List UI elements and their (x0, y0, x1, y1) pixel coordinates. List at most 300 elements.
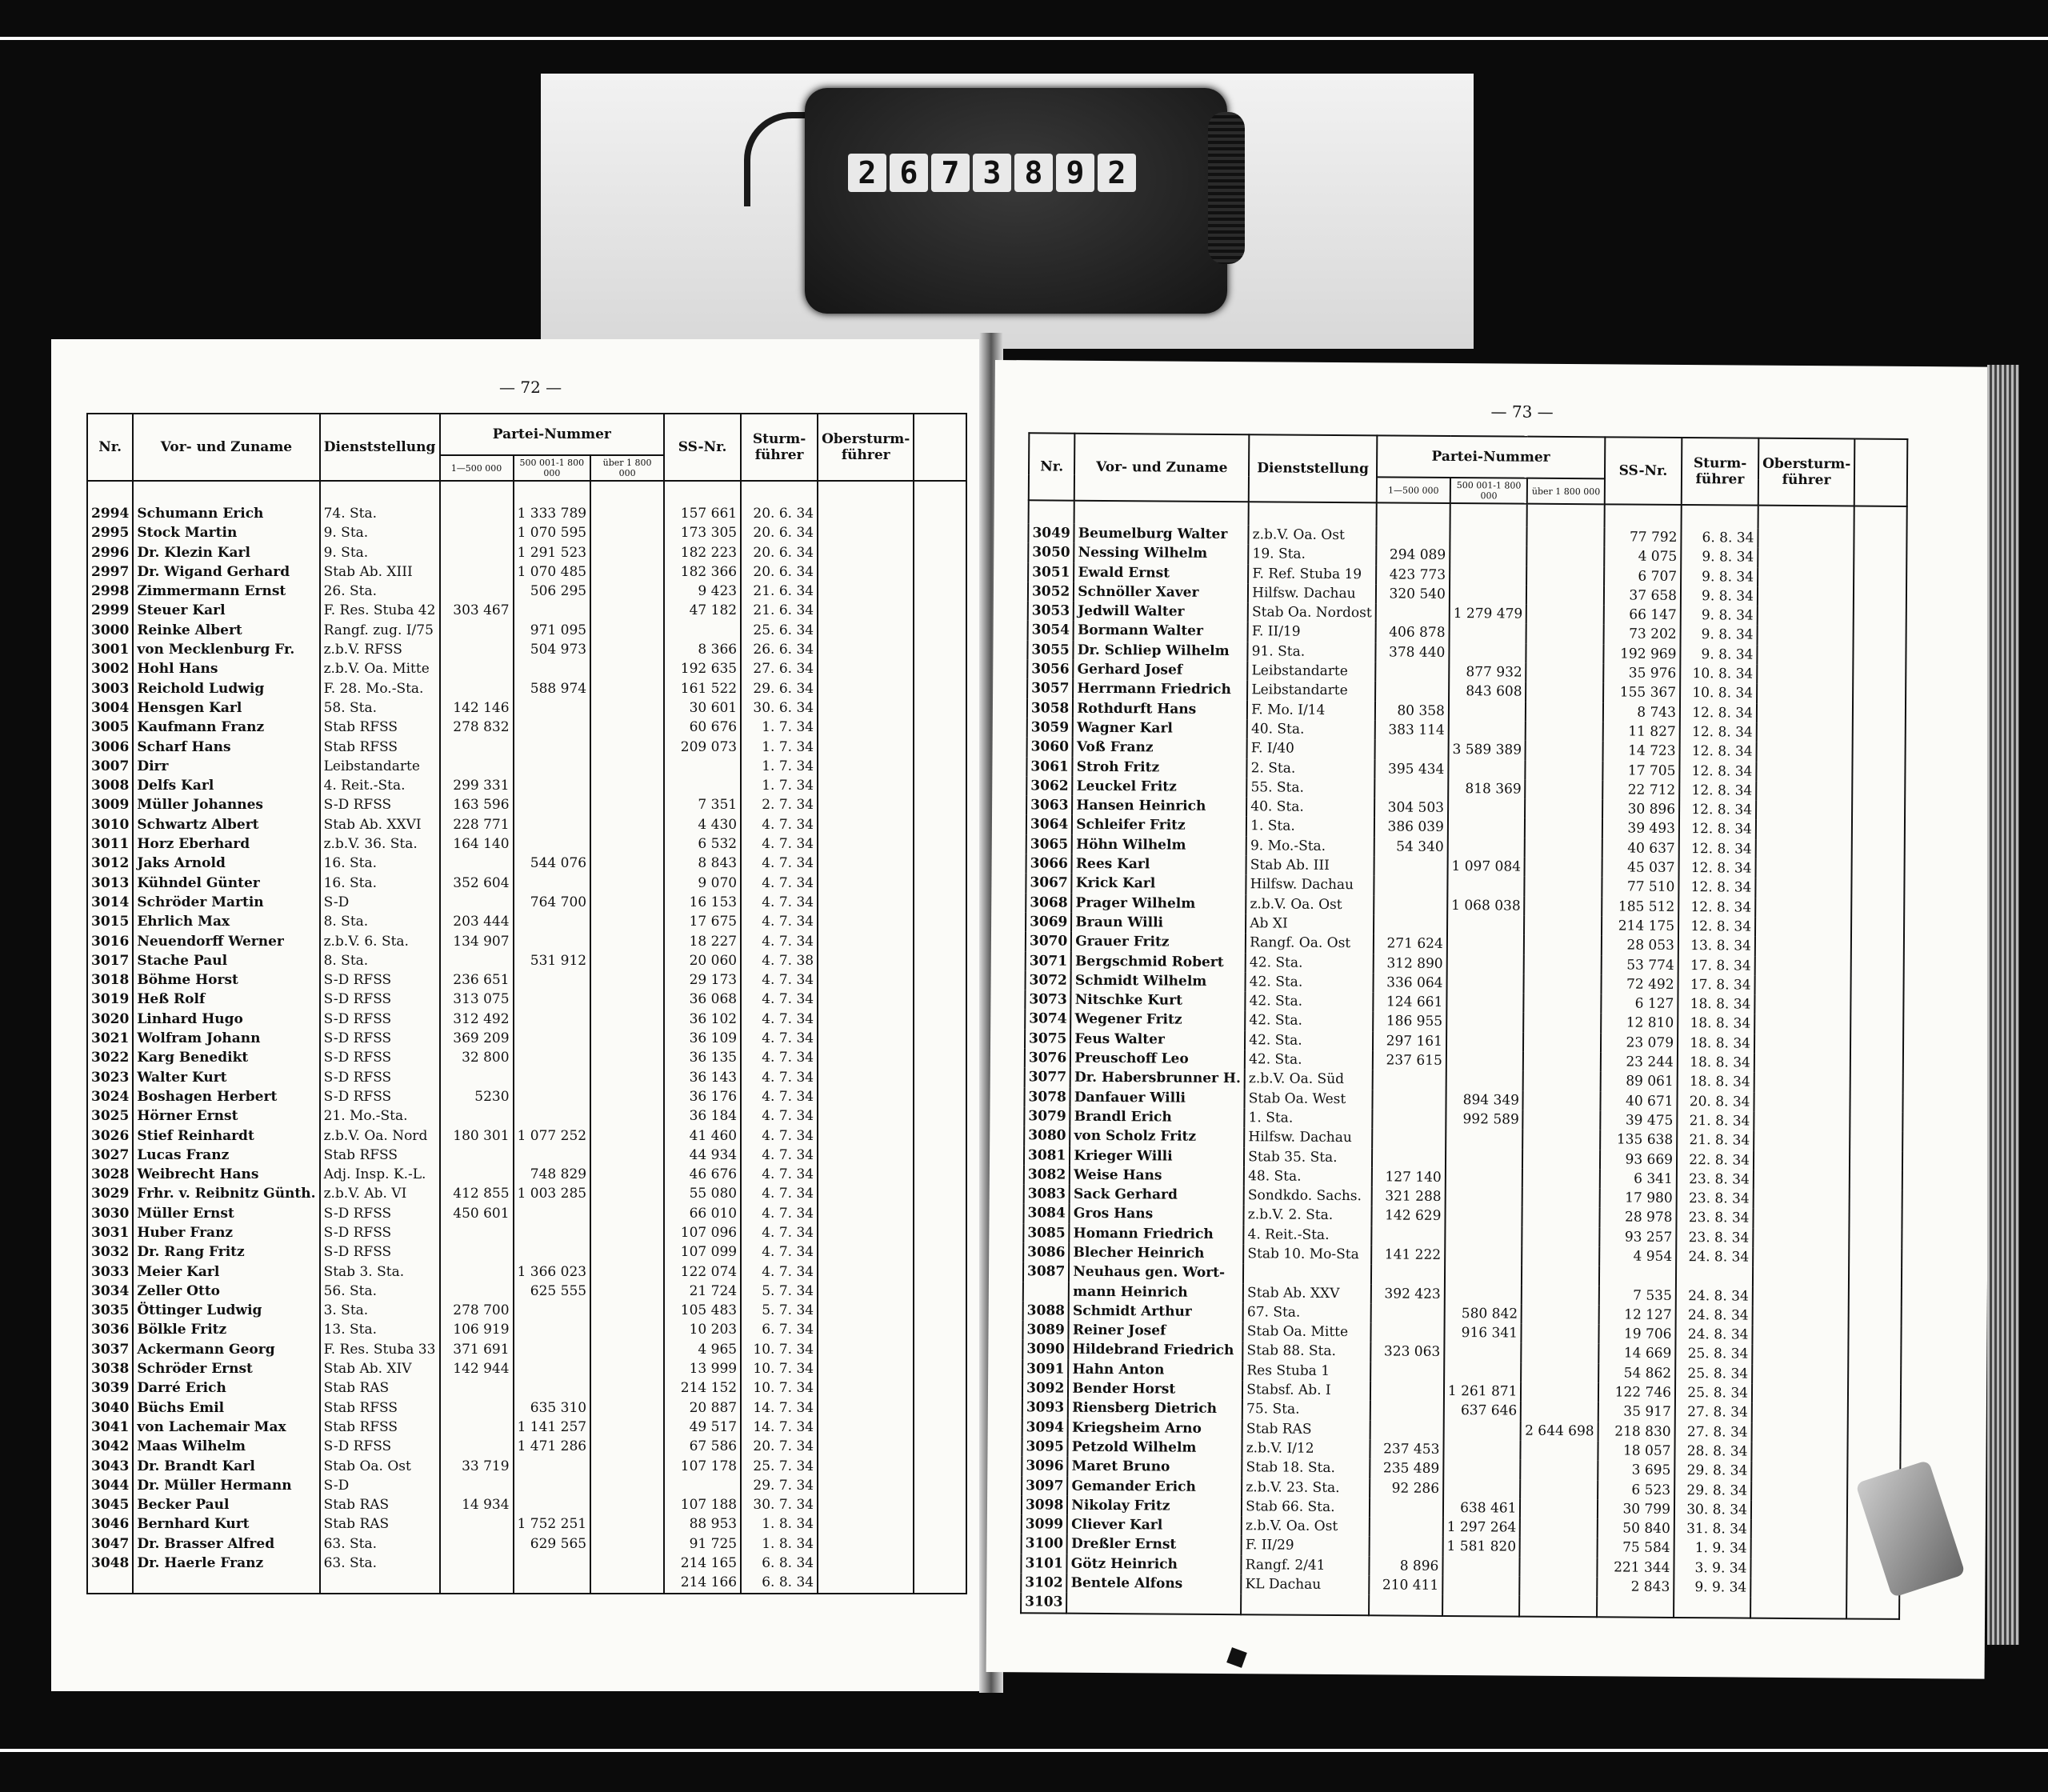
sturmfuehrer-date: 30. 6. 34 (741, 698, 818, 718)
partei-nr-2: 818 369 (1448, 779, 1526, 799)
empty-cell (818, 757, 914, 776)
entry-nr: 3062 (1026, 776, 1072, 796)
entry-dienststellung: Stabsf. Ab. I (1242, 1380, 1370, 1400)
empty-cell (818, 640, 914, 659)
empty-cell (1753, 1286, 1849, 1306)
partei-nr-2: 1 261 871 (1444, 1382, 1522, 1402)
entry-nr: 3043 (87, 1457, 133, 1476)
partei-nr-1: 312 890 (1374, 954, 1447, 974)
empty-cell (914, 1223, 966, 1242)
table-row (87, 1029, 966, 1048)
sturmfuehrer-date: 4. 7. 34 (741, 1184, 818, 1203)
partei-nr-3 (1525, 818, 1602, 838)
entry-name: Becker Paul (133, 1495, 319, 1514)
table-row (87, 874, 966, 893)
ss-nr: 20 060 (664, 951, 741, 970)
sturmfuehrer-date: 24. 8. 34 (1676, 1306, 1753, 1326)
partei-nr-2: 625 555 (514, 1282, 591, 1301)
partei-nr-2 (514, 1204, 591, 1223)
entry-nr: 3011 (87, 834, 133, 854)
sturmfuehrer-date: 12. 8. 34 (1678, 878, 1755, 898)
ss-nr: 28 978 (1599, 1208, 1676, 1228)
entry-nr: 3026 (87, 1126, 133, 1146)
ss-nr: 10 203 (664, 1320, 741, 1339)
entry-dienststellung: S-D RFSS (320, 1437, 440, 1456)
empty-cell (1756, 839, 1852, 859)
ss-nr: 218 830 (1598, 1422, 1675, 1442)
sturmfuehrer-date: 4. 7. 38 (741, 951, 818, 970)
empty-cell (818, 523, 914, 542)
right-page (986, 360, 1994, 1679)
table-row (87, 990, 966, 1009)
entry-dienststellung: 40. Sta. (1247, 719, 1375, 739)
empty-cell (1852, 802, 1905, 822)
entry-nr: 3009 (87, 795, 133, 814)
ledger-book (51, 333, 2003, 1693)
partei-nr-2 (1446, 1032, 1524, 1052)
entry-nr: 3044 (87, 1476, 133, 1495)
partei-nr-3 (1522, 1362, 1599, 1382)
entry-nr: 3066 (1026, 854, 1072, 874)
entry-name: Dr. Habersbrunner H. (1070, 1068, 1245, 1089)
empty-cell (818, 1010, 914, 1029)
partei-nr-1 (1372, 1148, 1446, 1168)
partei-nr-3 (1523, 1090, 1601, 1110)
partei-nr-1: 320 540 (1376, 584, 1450, 604)
ss-nr: 36 184 (664, 1106, 741, 1126)
ss-nr: 88 953 (664, 1514, 741, 1534)
empty-cell (818, 1398, 914, 1418)
sturmfuehrer-date: 5. 7. 34 (741, 1282, 818, 1301)
partei-nr-3 (1524, 935, 1602, 955)
empty-cell (914, 1534, 966, 1554)
partei-nr-2 (1446, 1070, 1524, 1090)
entry-dienststellung: Stab Ab. XXVI (320, 815, 440, 834)
entry-nr: 3074 (1025, 1010, 1070, 1030)
ss-nr: 7 351 (664, 795, 741, 814)
partei-nr-1 (440, 659, 514, 678)
entry-name: Hensgen Karl (133, 698, 319, 718)
partei-nr-3 (590, 1242, 664, 1262)
partei-nr-2: 1 366 023 (514, 1262, 591, 1282)
partei-nr-1 (440, 1106, 514, 1126)
entry-nr: 2994 (87, 504, 133, 523)
partei-nr-1 (1376, 526, 1450, 546)
empty-cell (818, 970, 914, 990)
partei-nr-2 (1444, 1421, 1522, 1441)
partei-nr-2: 894 349 (1446, 1090, 1523, 1110)
partei-nr-3 (1526, 605, 1604, 625)
entry-nr: 3031 (87, 1223, 133, 1242)
empty-cell (1852, 860, 1905, 880)
entry-name: Nessing Wilhelm (1074, 543, 1249, 564)
sturmfuehrer-date: 10. 8. 34 (1680, 683, 1757, 703)
empty-cell (818, 1146, 914, 1165)
partei-nr-2 (514, 1378, 591, 1398)
partei-nr-1: 392 423 (1371, 1284, 1445, 1304)
partei-nr-1 (1374, 914, 1447, 934)
entry-nr: 3052 (1028, 582, 1074, 602)
ss-nr: 6 341 (1600, 1169, 1677, 1189)
entry-nr: 2997 (87, 562, 133, 582)
entry-name: Scharf Hans (133, 738, 319, 757)
table-row (87, 1554, 966, 1573)
table-row (87, 757, 966, 776)
empty-cell (1756, 801, 1852, 821)
partei-nr-2: 992 589 (1446, 1110, 1523, 1130)
sturmfuehrer-date: 12. 8. 34 (1679, 839, 1756, 859)
table-row (87, 659, 966, 678)
partei-nr-1 (440, 1514, 514, 1534)
entry-name: Bernhard Kurt (133, 1514, 319, 1534)
empty-cell (818, 738, 914, 757)
ss-nr: 17 675 (664, 912, 741, 931)
entry-dienststellung: 4. Reit.-Sta. (1244, 1225, 1372, 1245)
entry-dienststellung: Rangf. 2/41 (1242, 1555, 1370, 1575)
partei-nr-1: 321 288 (1372, 1186, 1446, 1206)
partei-nr-2 (1449, 623, 1526, 643)
entry-nr: 3091 (1022, 1359, 1068, 1379)
partei-nr-3 (1520, 1518, 1598, 1538)
empty-cell (818, 854, 914, 873)
partei-nr-2 (1447, 954, 1525, 974)
sturmfuehrer-date: 10. 8. 34 (1680, 664, 1757, 684)
ss-nr: 185 512 (1602, 897, 1678, 917)
entry-dienststellung: S-D RFSS (320, 1204, 440, 1223)
partei-nr-3 (590, 543, 664, 562)
empty-cell (914, 1204, 966, 1223)
empty-cell (914, 738, 966, 757)
partei-nr-2 (514, 1340, 591, 1359)
empty-cell (1852, 840, 1905, 860)
partei-nr-2 (514, 718, 591, 737)
entry-nr: 3072 (1026, 970, 1071, 990)
empty-cell (818, 951, 914, 970)
empty-cell (818, 1048, 914, 1067)
table-row (87, 1010, 966, 1029)
partei-nr-1: 303 467 (440, 601, 514, 620)
entry-dienststellung: S-D RFSS (320, 1242, 440, 1262)
entry-name: Huber Franz (133, 1223, 319, 1242)
empty-cell (914, 621, 966, 640)
partei-nr-2: 1 070 485 (514, 562, 591, 582)
sturmfuehrer-date: 6. 8. 34 (741, 1554, 818, 1573)
entry-nr: 3022 (87, 1048, 133, 1067)
counter-digit: 8 (1014, 154, 1053, 192)
empty-cell (1851, 938, 1904, 958)
entry-dienststellung: 42. Sta. (1246, 953, 1374, 973)
empty-cell (1853, 762, 1906, 782)
empty-cell (914, 504, 966, 523)
table-row (87, 640, 966, 659)
partei-nr-1 (440, 1262, 514, 1282)
partei-nr-1: 278 832 (440, 718, 514, 737)
partei-nr-1 (440, 543, 514, 562)
entry-dienststellung: 42. Sta. (1245, 1011, 1373, 1031)
empty-cell (1851, 898, 1904, 918)
partei-nr-2: 504 973 (514, 640, 591, 659)
entry-name: Öttinger Ludwig (133, 1301, 319, 1320)
entry-nr: 3069 (1026, 912, 1071, 932)
ss-nr: 6 532 (664, 834, 741, 854)
partei-nr-2 (514, 1359, 591, 1378)
partei-nr-2: 1 068 038 (1447, 896, 1525, 916)
entry-nr: 3050 (1028, 543, 1074, 563)
entry-dienststellung: S-D RFSS (320, 990, 440, 1009)
partei-nr-1 (440, 1476, 514, 1495)
partei-nr-1: 33 719 (440, 1457, 514, 1476)
entry-nr: 3095 (1022, 1437, 1067, 1457)
entry-dienststellung: Stab RFSS (320, 1398, 440, 1418)
entry-name: Preuschoff Leo (1070, 1049, 1245, 1070)
entry-name: Müller Ernst (133, 1204, 319, 1223)
empty-cell (818, 1029, 914, 1048)
partei-nr-1 (440, 1378, 514, 1398)
header-partei-range: 500 001-1 800 000 (1450, 478, 1528, 504)
empty-cell (1754, 1014, 1850, 1034)
sturmfuehrer-date (1674, 1597, 1750, 1618)
partei-nr-1 (1374, 895, 1447, 915)
entry-dienststellung: z.b.V. 6. Sta. (320, 932, 440, 951)
sturmfuehrer-date: 28. 8. 34 (1674, 1442, 1751, 1462)
entry-dienststellung: Rangf. Oa. Ost (1246, 933, 1374, 953)
partei-nr-2 (514, 1495, 591, 1514)
ss-nr: 40 671 (1600, 1091, 1677, 1111)
entry-name: Schmidt Arthur (1069, 1302, 1243, 1322)
partei-nr-3 (1520, 1538, 1598, 1558)
empty-cell (914, 1184, 966, 1203)
entry-nr: 3027 (87, 1146, 133, 1165)
empty-cell (914, 1106, 966, 1126)
empty-cell (1751, 1442, 1847, 1462)
header-dienststellung: Dienststellung (320, 414, 440, 481)
empty-cell (1854, 646, 1906, 666)
empty-cell (914, 1301, 966, 1320)
ss-nr (1599, 1266, 1676, 1286)
table-row (87, 1359, 966, 1378)
entry-dienststellung: z.b.V. Oa. Ost (1246, 894, 1374, 914)
empty-cell (914, 1495, 966, 1514)
entry-dienststellung: Rangf. zug. I/75 (320, 621, 440, 640)
entry-name: Hörner Ernst (133, 1106, 319, 1126)
entry-dienststellung: Stab Oa. West (1245, 1089, 1373, 1109)
header-sturmfuehrer: Sturm-führer (741, 414, 818, 481)
ss-nr: 192 969 (1603, 644, 1680, 664)
empty-cell (1849, 1326, 1902, 1346)
partei-nr-3 (1522, 1285, 1599, 1305)
entry-nr: 3017 (87, 951, 133, 970)
empty-cell (1853, 723, 1906, 743)
ss-nr: 122 746 (1598, 1382, 1675, 1402)
entry-dienststellung: Stab Ab. III (1246, 855, 1374, 875)
entry-dienststellung: z.b.V. 36. Sta. (320, 834, 440, 854)
entry-name: Bender Horst (1068, 1379, 1242, 1400)
ss-nr: 8 366 (664, 640, 741, 659)
ss-nr: 93 669 (1600, 1150, 1677, 1170)
partei-nr-2 (1448, 838, 1526, 858)
empty-cell (818, 1087, 914, 1106)
entry-dienststellung: 56. Sta. (320, 1282, 440, 1301)
sturmfuehrer-date: 27. 8. 34 (1675, 1402, 1752, 1422)
empty-cell (1752, 1345, 1848, 1365)
partei-nr-1: 237 453 (1370, 1439, 1443, 1459)
sturmfuehrer-date: 4. 7. 34 (741, 1242, 818, 1262)
empty-cell (1756, 820, 1852, 840)
partei-nr-1 (1370, 1322, 1444, 1342)
empty-cell (1753, 1248, 1849, 1268)
sturmfuehrer-date: 9. 8. 34 (1681, 586, 1758, 606)
partei-nr-2: 629 565 (514, 1534, 591, 1554)
empty-cell (914, 601, 966, 620)
partei-nr-2 (1446, 1012, 1524, 1032)
sturmfuehrer-date: 4. 7. 34 (741, 1223, 818, 1242)
ss-nr: 55 080 (664, 1184, 741, 1203)
empty-cell (914, 776, 966, 795)
entry-name: Neuhaus gen. Wort- (1069, 1262, 1243, 1283)
partei-nr-2 (1448, 798, 1526, 818)
table-row (87, 601, 966, 620)
partei-nr-3 (1526, 760, 1603, 780)
entry-name: Krick Karl (1072, 874, 1246, 894)
entry-nr: 3084 (1023, 1204, 1069, 1224)
partei-nr-1: 163 596 (440, 795, 514, 814)
partei-nr-1: 80 358 (1375, 701, 1449, 721)
ss-nr: 37 658 (1604, 586, 1681, 606)
empty-cell (1849, 1268, 1902, 1288)
ss-nr (664, 757, 741, 776)
sturmfuehrer-date: 20. 7. 34 (741, 1437, 818, 1456)
empty-cell (1755, 859, 1851, 879)
partei-nr-1: 423 773 (1376, 565, 1450, 585)
entry-name: Walter Kurt (133, 1068, 319, 1087)
entry-nr: 3099 (1022, 1514, 1067, 1534)
ss-nr: 2 843 (1597, 1577, 1674, 1597)
entry-name: Stache Paul (133, 951, 319, 970)
sturmfuehrer-date: 29. 7. 34 (741, 1476, 818, 1495)
ss-nr: 30 896 (1602, 799, 1679, 819)
partei-nr-3 (1525, 858, 1602, 878)
ss-nr: 157 661 (664, 504, 741, 523)
entry-name: Rees Karl (1072, 854, 1246, 875)
sturmfuehrer-date: 4. 7. 34 (741, 1126, 818, 1146)
entry-dienststellung: S-D RFSS (320, 1048, 440, 1067)
entry-nr: 3081 (1024, 1146, 1070, 1166)
empty-cell (1852, 879, 1905, 899)
entry-dienststellung: F. Ref. Stuba 19 (1248, 564, 1376, 584)
empty-cell (1853, 685, 1906, 705)
entry-dienststellung: 58. Sta. (320, 698, 440, 718)
partei-nr-2 (1445, 1226, 1522, 1246)
partei-nr-1: 304 503 (1374, 798, 1448, 818)
entry-nr: 3070 (1026, 932, 1071, 952)
entry-dienststellung: Sondkdo. Sachs. (1244, 1186, 1372, 1206)
entry-dienststellung: Stab RAS (320, 1378, 440, 1398)
partei-nr-2 (1446, 1187, 1523, 1207)
entry-name: Hildebrand Friedrich (1069, 1340, 1243, 1361)
entry-nr: 3046 (87, 1514, 133, 1534)
partei-nr-1: 271 624 (1374, 934, 1447, 954)
empty-cell (1850, 1170, 1902, 1190)
partei-nr-2: 1 141 257 (514, 1418, 591, 1437)
partei-nr-2 (1450, 526, 1527, 546)
partei-nr-1: 142 629 (1371, 1206, 1445, 1226)
table-row (87, 1204, 966, 1223)
partei-nr-1: 236 651 (440, 970, 514, 990)
entry-dienststellung: Hilfsw. Dachau (1246, 875, 1374, 895)
ss-nr: 214 166 (664, 1573, 741, 1593)
partei-nr-2: 3 589 389 (1448, 740, 1526, 760)
empty-cell (1851, 996, 1904, 1016)
partei-nr-1: 180 301 (440, 1126, 514, 1146)
empty-cell (818, 1242, 914, 1262)
sturmfuehrer-date: 18. 8. 34 (1678, 1053, 1754, 1073)
partei-nr-2 (514, 1087, 591, 1106)
entry-dienststellung: Stab 35. Sta. (1244, 1147, 1372, 1167)
header-nr: Nr. (1029, 433, 1075, 500)
entry-dienststellung: z.b.V. Oa. Nord (320, 1126, 440, 1146)
ss-nr: 66 010 (664, 1204, 741, 1223)
entry-dienststellung: 9. Sta. (320, 523, 440, 542)
entry-nr: 3080 (1024, 1126, 1070, 1146)
entry-name: Delfs Karl (133, 776, 319, 795)
entry-nr: 3014 (87, 893, 133, 912)
ss-nr: 17 980 (1600, 1188, 1677, 1208)
empty-cell (818, 1359, 914, 1378)
empty-cell (1852, 782, 1905, 802)
sturmfuehrer-date: 31. 8. 34 (1674, 1519, 1751, 1539)
partei-nr-1 (1372, 1109, 1446, 1129)
partei-nr-2: 544 076 (514, 854, 591, 873)
empty-cell (1850, 1190, 1902, 1210)
partei-nr-1 (440, 1282, 514, 1301)
empty-cell (1755, 956, 1851, 976)
ss-nr: 182 223 (664, 543, 741, 562)
empty-cell (1755, 918, 1851, 938)
empty-cell (1753, 1306, 1849, 1326)
partei-nr-3 (590, 1398, 664, 1418)
entry-dienststellung: z.b.V. Oa. Mitte (320, 659, 440, 678)
entry-nr: 3103 (1021, 1593, 1067, 1614)
partei-nr-3 (590, 1301, 664, 1320)
sturmfuehrer-date: 9. 8. 34 (1681, 606, 1758, 626)
empty-cell (1755, 878, 1851, 898)
partei-nr-3 (1525, 896, 1602, 916)
table-row (87, 951, 966, 970)
entry-nr: 3053 (1028, 601, 1074, 621)
partei-nr-2 (1447, 915, 1525, 935)
ss-nr: 107 099 (664, 1242, 741, 1262)
sturmfuehrer-date: 12. 8. 34 (1678, 898, 1755, 918)
entry-name: Meier Karl (133, 1262, 319, 1282)
partei-nr-3 (1522, 1246, 1600, 1266)
entry-dienststellung (320, 1573, 440, 1593)
table-row (87, 912, 966, 931)
partei-nr-3 (590, 795, 664, 814)
entry-dienststellung: Stab Ab. XIV (320, 1359, 440, 1378)
partei-nr-1 (1375, 662, 1449, 682)
empty-cell (818, 893, 914, 912)
entry-dienststellung: Stab RAS (320, 1495, 440, 1514)
partei-nr-3 (1525, 838, 1602, 858)
partei-nr-1 (1370, 1362, 1444, 1382)
empty-cell (818, 1262, 914, 1282)
entry-nr: 3088 (1023, 1301, 1069, 1321)
empty-cell (1753, 1209, 1849, 1229)
entry-nr: 3004 (87, 698, 133, 718)
sturmfuehrer-date: 29. 8. 34 (1674, 1481, 1751, 1501)
ss-nr: 36 135 (664, 1048, 741, 1067)
partei-nr-3 (590, 698, 664, 718)
